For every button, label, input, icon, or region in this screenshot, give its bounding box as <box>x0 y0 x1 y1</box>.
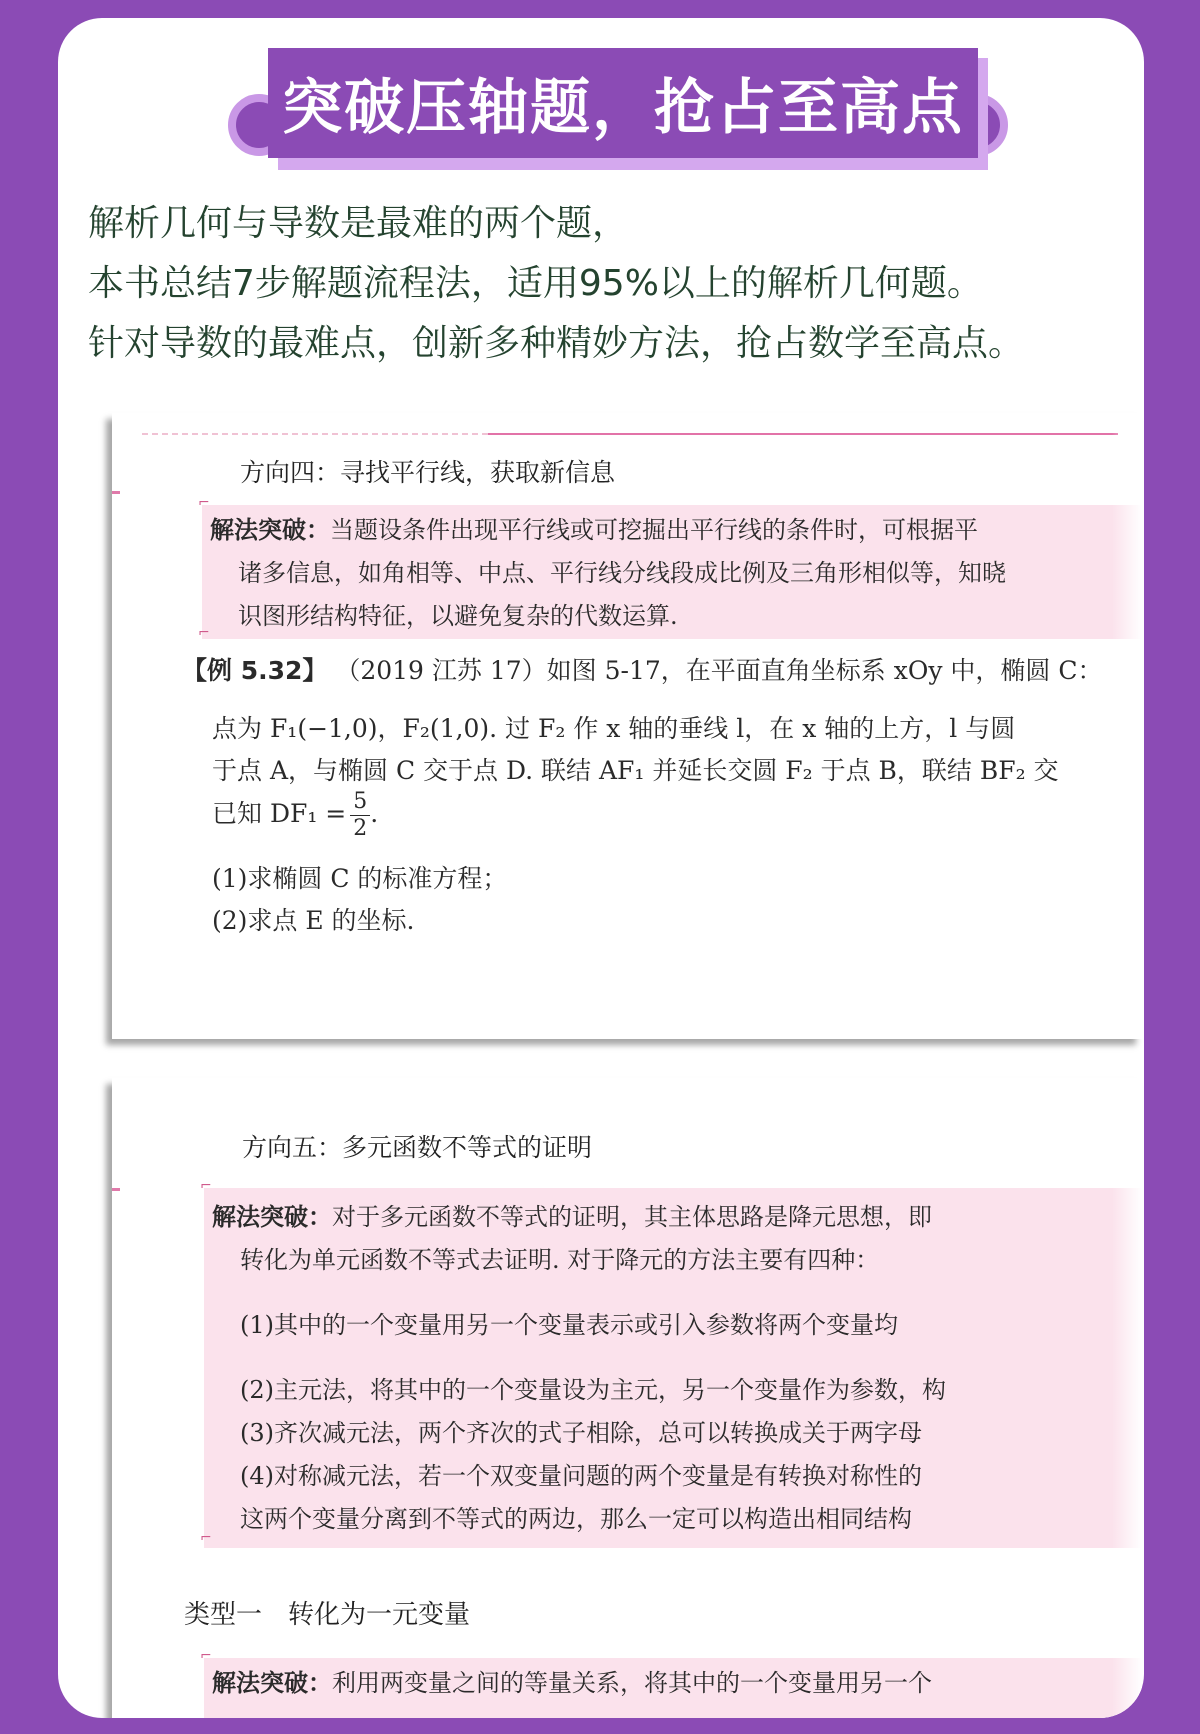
example-text: 已知 DF₁ = <box>212 799 347 828</box>
tip-line <box>212 1196 1142 1239</box>
example-line: 于点 A，与椭圆 C 交于点 D. 联结 AF₁ 并延长交圆 F₂ 于点 B，联结 BF₂ 交 <box>212 756 1059 785</box>
banner-title: 突破压轴题，抢占至高点 <box>268 48 978 158</box>
intro-line: 针对导数的最难点，创新多种精妙方法，抢占数学至高点。 <box>88 323 1025 364</box>
example-label: 【例 5.32】 <box>182 656 328 685</box>
corner-mark: ⌐ <box>200 1530 212 1546</box>
example-line: 点为 F₁(−1,0)，F₂(1,0). 过 F₂ 作 x 轴的垂线 l，在 x 轴的上方，l 与圆 <box>212 714 1016 743</box>
book-page-excerpt-1 <box>112 413 1142 1039</box>
question-1: (1)求椭圆 C 的标准方程； <box>212 864 508 893</box>
fraction <box>350 789 370 842</box>
direction-title: 方向五：多元函数不等式的证明 <box>242 1133 593 1162</box>
intro-line: 解析几何与导数是最难的两个题， <box>88 203 629 244</box>
tip-item: (1)其中的一个变量用另一个变量表示或引入参数将两个变量均 <box>240 1311 898 1339</box>
page-header-dashed-rule <box>142 433 488 435</box>
corner-mark: ⌐ <box>200 1178 212 1194</box>
intro-text <box>88 194 1128 374</box>
tip-text: 对于多元函数不等式的证明，其主体思路是降元思想，即 <box>332 1203 932 1231</box>
tip-line: 转化为单元函数不等式去证明. 对于降元的方法主要有四种： <box>240 1246 880 1274</box>
tip-box <box>204 1188 1142 1548</box>
tip-item: 这两个变量分离到不等式的两边，那么一定可以构造出相同结构 <box>240 1505 912 1533</box>
corner-mark: ⌐ <box>198 495 210 511</box>
tip-text: 利用两变量之间的等量关系，将其中的一个变量用另一个 <box>332 1669 932 1697</box>
example-text: . <box>370 799 379 828</box>
corner-mark: ⌐ <box>198 625 210 641</box>
book-page-excerpt-2 <box>112 1078 1142 1718</box>
tip-box-2 <box>204 1658 1142 1718</box>
tip-box <box>202 505 1142 639</box>
tip-item: (3)齐次减元法，两个齐次的式子相除，总可以转换成关于两字母 <box>240 1419 922 1447</box>
tip-item: (2)主元法，将其中的一个变量设为主元，另一个变量作为参数，构 <box>240 1376 946 1404</box>
tip-line: 识图形结构特征，以避免复杂的代数运算. <box>238 602 678 630</box>
example-text: （2019 江苏 17）如图 5-17，在平面直角坐标系 xOy 中，椭圆 C： <box>335 656 1103 685</box>
tip-lead: 解法突破： <box>210 516 330 544</box>
tip-lead: 解法突破： <box>212 1669 332 1697</box>
corner-mark: ⌐ <box>200 1648 212 1664</box>
content-card <box>58 18 1144 1718</box>
intro-line: 本书总结7步解题流程法，适用95%以上的解析几何题。 <box>88 263 983 304</box>
page-edge-fade <box>1112 1078 1142 1718</box>
tip-line <box>210 509 1142 552</box>
tip-line: 诸多信息，如角相等、中点、平行线分线段成比例及三角形相似等，知晓 <box>238 559 1006 587</box>
margin-mark <box>112 1188 120 1191</box>
tip-line <box>212 1662 1142 1705</box>
type-title: 类型一 转化为一元变量 <box>184 1600 471 1630</box>
page-header-rule <box>488 433 1118 435</box>
margin-mark <box>112 491 120 494</box>
tip-text: 当题设条件出现平行线或可挖掘出平行线的条件时，可根据平 <box>330 516 978 544</box>
fraction-numerator: 5 <box>350 789 370 816</box>
example-line <box>212 789 378 842</box>
direction-title: 方向四：寻找平行线，获取新信息 <box>240 458 616 487</box>
title-banner <box>228 44 1008 174</box>
tip-lead: 解法突破： <box>212 1203 332 1231</box>
fraction-denominator: 2 <box>353 816 368 841</box>
example-line <box>182 651 1102 687</box>
tip-item: (4)对称减元法，若一个双变量问题的两个变量是有转换对称性的 <box>240 1462 922 1490</box>
question-2: (2)求点 E 的坐标. <box>212 906 415 935</box>
page-edge-fade <box>1112 413 1142 1039</box>
